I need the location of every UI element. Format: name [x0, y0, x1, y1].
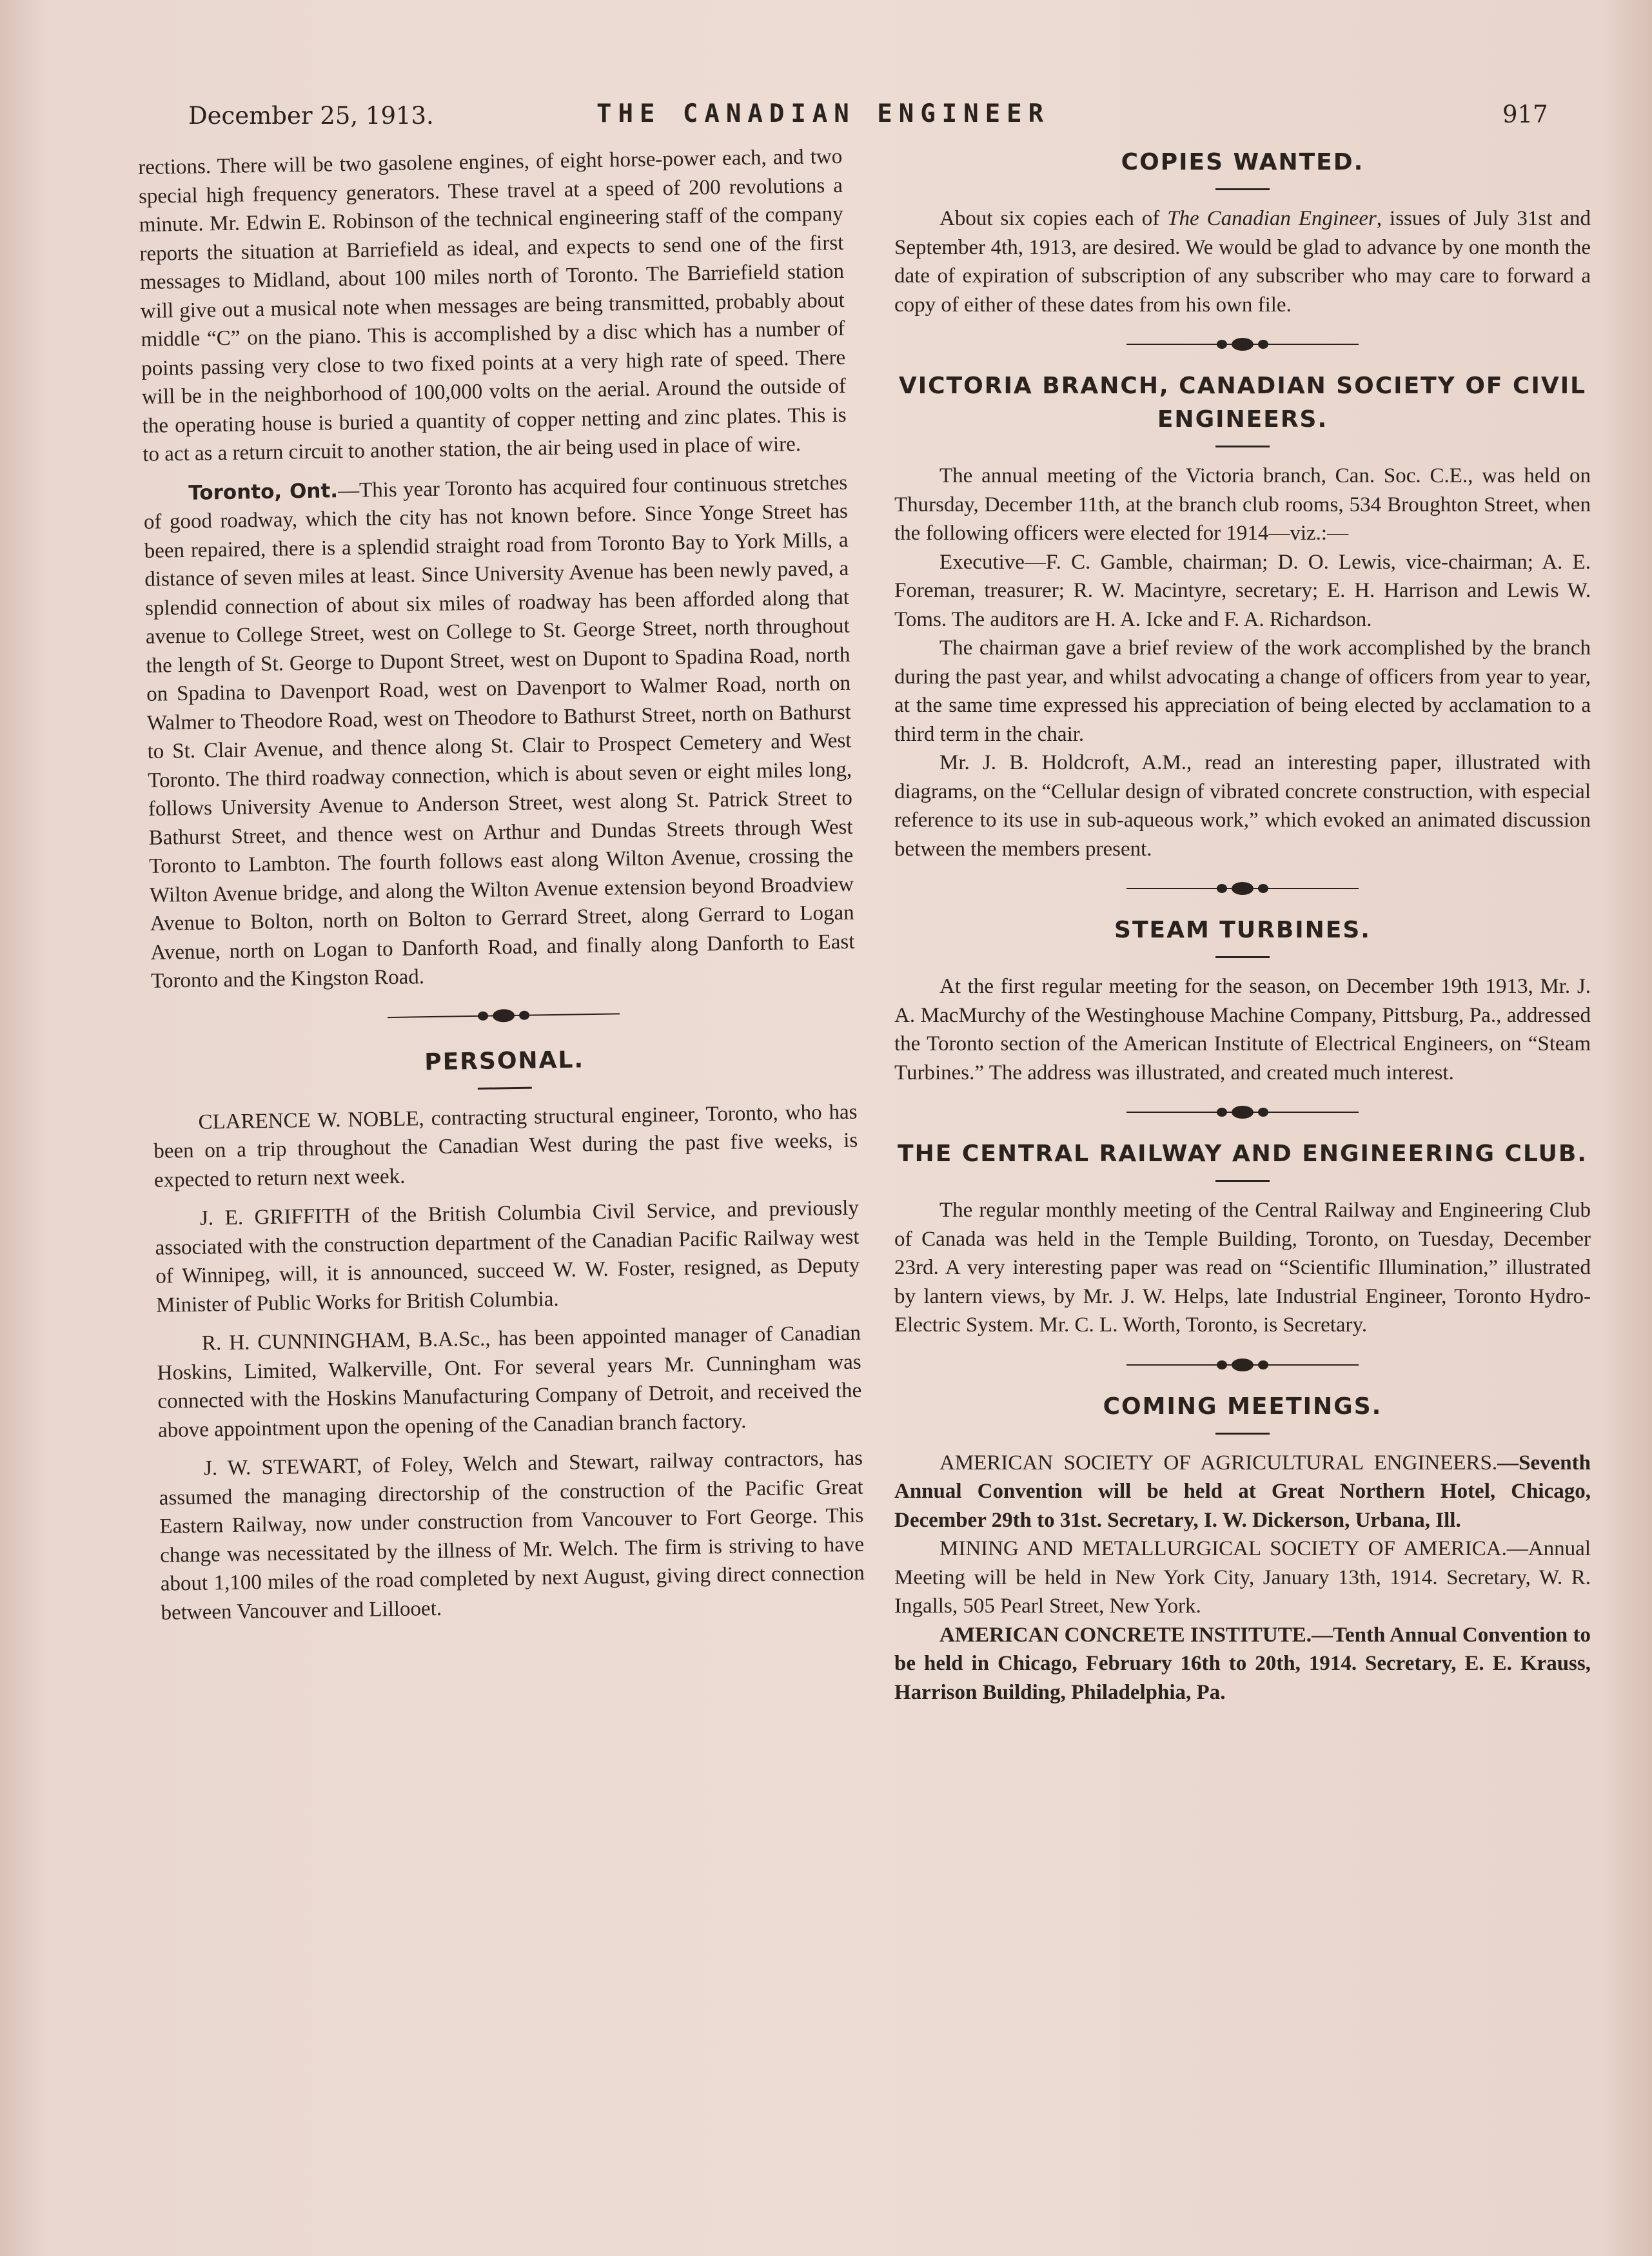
section-ornament — [1126, 879, 1359, 898]
victoria-paragraph: Mr. J. B. Holdcroft, A.M., read an interesting paper, illustrated with diagrams, on the “Cellular design of vibrated concrete construction, with especial reference to its use in sub-aqueous work,” which evoked an animated discussion between the members present. — [894, 751, 1591, 861]
personal-item-cunningham: R. H. CUNNINGHAM, B.A.Sc., has been appointed manager of Canadian Hoskins, Limited, Walkerville, Ont. For several years Mr. Cunningham was connected with the Hoskins Manufacturing Company of Detroit, and received the above appointment upon the opening of the Canadian branch factory. — [157, 1321, 862, 1442]
journal-name-italic: The Canadian Engineer — [1167, 207, 1377, 230]
meeting-item: AMERICAN CONCRETE INSTITUTE.—Tenth Annual Convention to be held in Chicago, February 16th to 20th, 1914. Secretary, E. E. Krauss, Harrison Building, Philadelphia, Pa. — [894, 1623, 1591, 1704]
section-ornament — [388, 1004, 620, 1027]
section-ornament — [1126, 335, 1359, 354]
coming-meetings-heading: COMING MEETINGS. — [1103, 1393, 1382, 1420]
right-column — [894, 146, 1591, 1707]
toronto-roads-paragraph — [143, 468, 855, 996]
central-railway-heading: THE CENTRAL RAILWAY AND ENGINEERING CLUB. — [898, 1141, 1588, 1167]
journal-title: THE CANADIAN ENGINEER — [596, 99, 1050, 128]
personal-item-griffith: J. E. GRIFFITH of the British Columbia Civil Service, and previously associated with the construction department of the Canadian Pacific Railway west of Winnipeg, will, it is announced, succeed W. W. Foster, resigned, as Deputy Minister of Public Works for British Columbia. — [155, 1196, 860, 1317]
toronto-roads-text: —This year Toronto has acquired four continuous stretches of good roadway, which the city has not known before. Since Yonge Street has been repaired, there is a splendid straight road from Toronto Bay to York Mills, a distance of seven miles at least. Since University Avenue has been newly paved, a splendid connection of about six miles of roadway has been afforded along that avenue to College Street, west on College to St. George Street, north throughout the length of St. George to Dupont Street, west on Dupont to Spadina Road, north on Spadina to Davenport Road, west on Davenport to Walmer Road, north on Walmer to Theodore Road, west on Theodore to Bathurst Street, north on Bathurst to St. Clair Avenue, and thence along St. Clair to Prospect Cemetery and West Toronto. The third roadway connection, which is about seven or eight miles long, follows University Avenue to Anderson Street, west along St. Patrick Street to Bathurst Street, and thence west on Arthur and Dundas Streets through West Toronto to Lambton. The fourth follows east along Wilton Avenue, crossing the Wilton Avenue bridge, and along the Wilton Avenue extension beyond Broadview Avenue to Bolton, north on Bolton to Gerrard Street, along Gerrard to Logan Avenue, north on Logan to Danforth Road, and finally along Danforth to East Toronto and the Kingston Road. — [143, 471, 855, 993]
toronto-run-in-heading: Toronto, Ont. — [188, 478, 339, 505]
issue-date: December 25, 1913. — [188, 102, 434, 130]
victoria-paragraph: Executive—F. C. Gamble, chairman; D. O. Lewis, vice-chairman; A. E. Foreman, treasurer; R. W. Macintyre, secretary; E. H. Harrison and Lewis W. Toms. The auditors are H. A. Icke and F. A. Richardson. — [894, 550, 1591, 631]
running-header — [0, 97, 1652, 135]
heading-rule — [1215, 188, 1270, 190]
steam-turbines-paragraph: At the first regular meeting for the season, on December 19th 1913, Mr. J. A. MacMurchy of the Westinghouse Machine Company, Pittsburg, Pa., addressed the Toronto section of the American Institute of Electrical Engineers, on “Steam Turbines.” The address was illustrated, and created much interest. — [894, 975, 1591, 1084]
central-railway-paragraph: The regular monthly meeting of the Central Railway and Engineering Club of Canada was held in the Temple Building, Toronto, on Tuesday, December 23rd. A very interesting paper was read on “Scientific Illumination,” illustrated by lantern views, by Mr. J. W. Helps, late Industrial Engineer, Toronto Hydro-Electric System. Mr. C. L. Worth, Toronto, is Secretary. — [894, 1199, 1591, 1337]
left-column — [138, 142, 865, 1627]
victoria-branch-heading: VICTORIA BRANCH, CANADIAN SOCIETY OF CIVIL ENGINEERS. — [898, 373, 1587, 433]
heading-rule — [1215, 446, 1270, 447]
heading-rule — [1215, 956, 1270, 958]
heading-rule — [478, 1086, 532, 1089]
meeting-item: AMERICAN SOCIETY OF AGRICULTURAL ENGINEERS.—Seventh Annual Convention will be held at Great Northern Hotel, Chicago, December 29th to 31st. Secretary, I. W. Dickerson, Urbana, Ill. — [894, 1451, 1591, 1532]
section-ornament — [1126, 1355, 1359, 1375]
personal-heading: PERSONAL. — [424, 1046, 585, 1075]
copies-wanted-heading: COPIES WANTED. — [1121, 149, 1364, 175]
personal-item-noble: CLARENCE W. NOBLE, contracting structural engineer, Toronto, who has been on a trip throughout the Canadian West during the past five weeks, is expected to return next week. — [153, 1100, 858, 1192]
victoria-paragraph: The annual meeting of the Victoria branch, Can. Soc. C.E., was held on Thursday, December 11th, at the branch club rooms, 534 Broughton Street, when the following officers were elected for 1914—viz.:— — [894, 464, 1591, 545]
section-ornament — [1126, 1103, 1359, 1122]
meeting-item: MINING AND METALLURGICAL SOCIETY OF AMERICA.—Annual Meeting will be held in New York City, January 13th, 1914. Secretary, W. R. Ingalls, 505 Pearl Street, New York. — [894, 1537, 1591, 1618]
heading-rule — [1215, 1180, 1270, 1182]
personal-item-stewart: J. W. STEWART, of Foley, Welch and Stewart, railway contractors, has assumed the managing directorship of the construction of the Pacific Great Eastern Railway, now under construction from Vancouver to Fort George. This change was necessitated by the illness of Mr. Welch. The firm is striving to have about 1,100 miles of the road completed by next August, giving direct connection between Vancouver and Lillooet. — [159, 1446, 865, 1625]
steam-turbines-heading: STEAM TURBINES. — [1114, 917, 1371, 943]
page-number: 917 — [1502, 101, 1548, 128]
victoria-paragraph: The chairman gave a brief review of the work accomplished by the branch during the past year, and whilst advocating a change of officers from year to year, at the same time expressed his appreciation of being elected by acclamation to a third term in the chair. — [894, 636, 1591, 746]
copies-wanted-paragraph: About six copies each of The Canadian Engineer, issues of July 31st and September 4th, 1913, are desired. We would be glad to advance by one month the date of expiration of subscription of any subscriber who may care to forward a copy of either of these dates from his own file. — [894, 207, 1591, 317]
heading-rule — [1215, 1433, 1270, 1435]
radio-station-paragraph: rections. There will be two gasolene engines, of eight horse-power each, and two special high frequency generators. These travel at a speed of 200 revolutions a minute. Mr. Edwin E. Robinson of the technical engineering staff of the company reports the situation at Barriefield as ideal, and expects to send one of the first messages to Midland, about 100 miles north of Toronto. The Barriefield station will give out a musical note when messages are being transmitted, probably about middle “C” on the piano. This is accomplished by a disc which has a number of points passing very close to two fixed points at a very high rate of speed. There will be in the neighborhood of 100,000 volts on the aerial. Around the outside of the operating house is buried a quantity of copper netting and zinc plates. This is to act as a return circuit to another station, the air being used in place of wire. — [138, 144, 847, 466]
